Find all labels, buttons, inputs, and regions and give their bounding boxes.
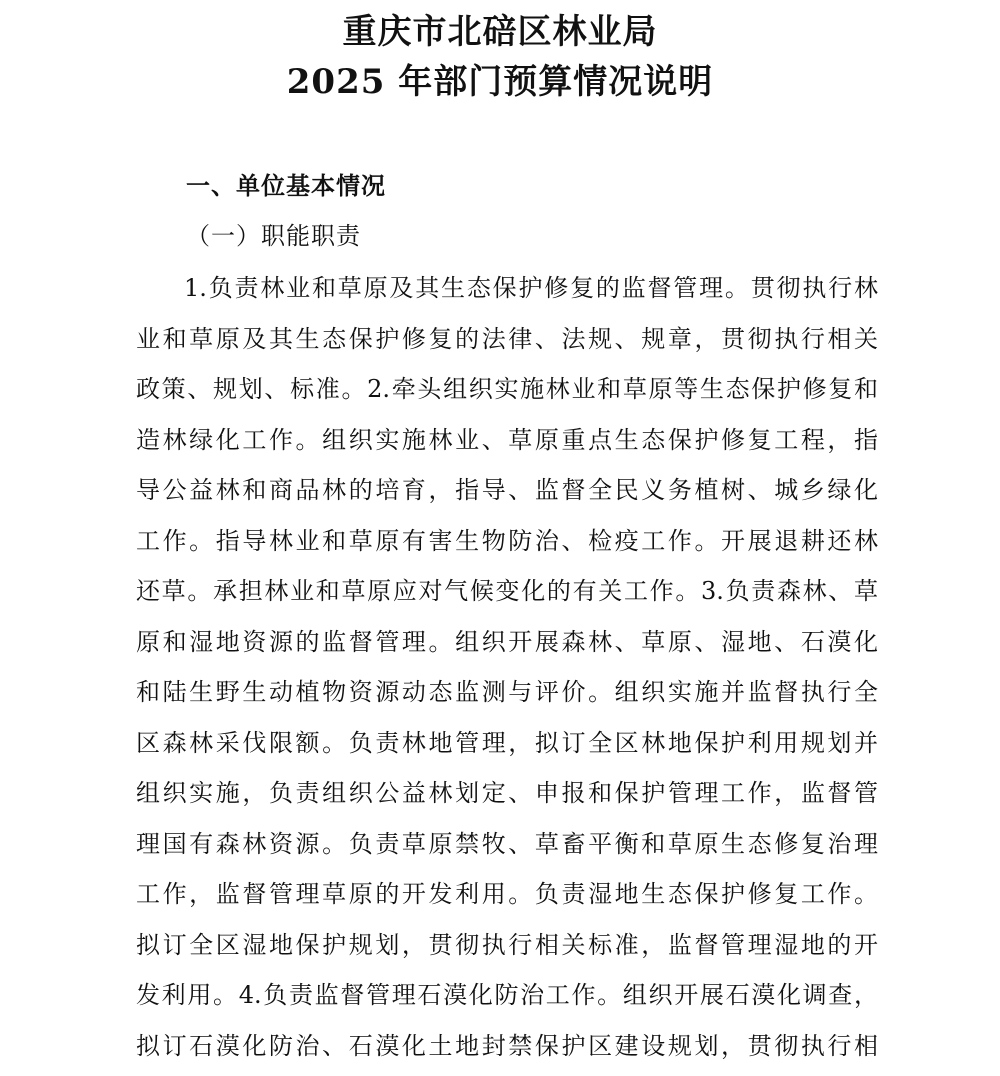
section-heading: 一、单位基本情况 xyxy=(186,168,386,204)
body-line: 工作，监督管理草原的开发利用。负责湿地生态保护修复工作。 xyxy=(136,874,878,925)
body-line: 导公益林和商品林的培育，指导、监督全民义务植树、城乡绿化 xyxy=(136,470,878,521)
body-line: 理国有森林资源。负责草原禁牧、草畜平衡和草原生态修复治理 xyxy=(136,824,878,875)
document-title-line-1: 重庆市北碚区林业局 xyxy=(0,10,1000,54)
body-line: 政策、规划、标准。2.牵头组织实施林业和草原等生态保护修复和 xyxy=(136,369,878,420)
body-line: 造林绿化工作。组织实施林业、草原重点生态保护修复工程，指 xyxy=(136,420,878,471)
body-line: 发利用。4.负责监督管理石漠化防治工作。组织开展石漠化调查， xyxy=(136,975,878,1026)
body-line: 拟订石漠化防治、石漠化土地封禁保护区建设规划，贯彻执行相 xyxy=(136,1026,878,1076)
body-line: 拟订全区湿地保护规划，贯彻执行相关标准，监督管理湿地的开 xyxy=(136,925,878,976)
body-line: 原和湿地资源的监督管理。组织开展森林、草原、湿地、石漠化 xyxy=(136,622,878,673)
body-line: 还草。承担林业和草原应对气候变化的有关工作。3.负责森林、草 xyxy=(136,571,878,622)
body-paragraph xyxy=(136,268,878,1076)
body-line: 工作。指导林业和草原有害生物防治、检疫工作。开展退耕还林 xyxy=(136,521,878,572)
body-line: 和陆生野生动植物资源动态监测与评价。组织实施并监督执行全 xyxy=(136,672,878,723)
body-line: 区森林采伐限额。负责林地管理，拟订全区林地保护利用规划并 xyxy=(136,723,878,774)
subsection-heading: （一）职能职责 xyxy=(186,218,361,254)
body-line: 1.负责林业和草原及其生态保护修复的监督管理。贯彻执行林 xyxy=(136,268,878,319)
body-line: 业和草原及其生态保护修复的法律、法规、规章，贯彻执行相关 xyxy=(136,319,878,370)
body-line: 组织实施，负责组织公益林划定、申报和保护管理工作，监督管 xyxy=(136,773,878,824)
document-title-line-2: 2025 年部门预算情况说明 xyxy=(0,60,1000,104)
